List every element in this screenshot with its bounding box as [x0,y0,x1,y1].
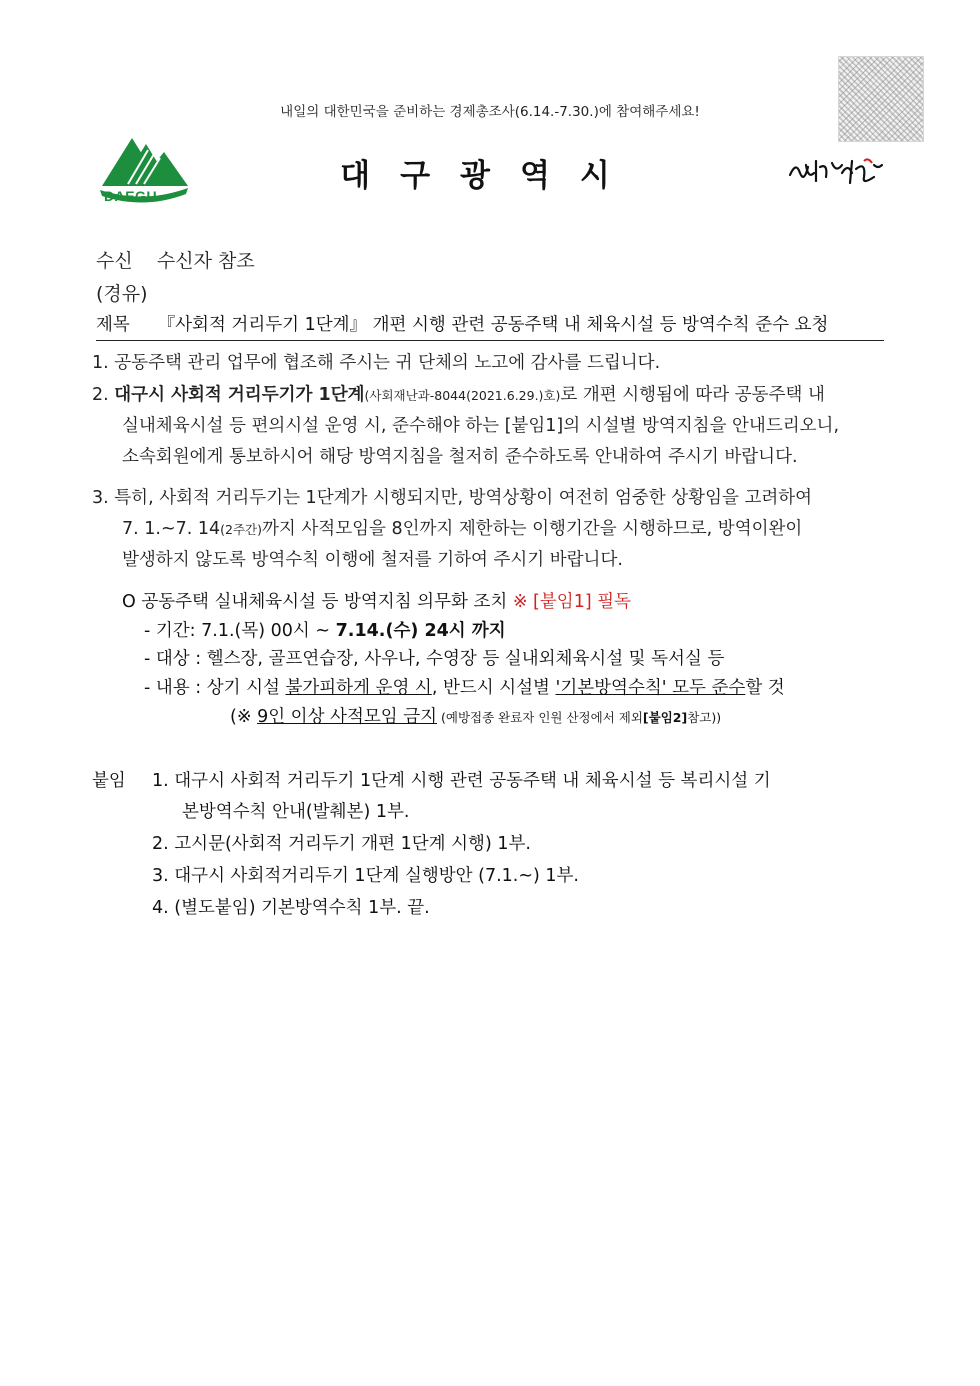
slogan-signature-icon [786,155,886,189]
measures-title-note: ※ [붙임1] 필독 [512,592,632,612]
via-row: (경유) [96,283,148,305]
paragraph-2-text: 로 개편 시행됨에 따라 공동주택 내 [560,385,825,405]
paragraph-2-line-2: 실내체육시설 등 편의시설 운영 시, 준수해야 하는 [붙임1]의 시설별 방역지침을 안내드리오니, [122,416,840,436]
content-suffix: 할 것 [745,678,785,698]
attachment-1-line-1: 1. 대구시 사회적 거리두기 1단계 시행 관련 공동주택 내 체육시설 등 복리시설 기 [152,771,771,791]
content-middle: , 반드시 시설별 [431,678,556,698]
paragraph-3-line-3: 발생하지 않도록 방역수칙 이행에 철저를 기하여 주시기 바랍니다. [122,550,623,570]
measures-period [144,617,506,642]
paragraph-3-duration: (2주간) [220,522,263,537]
attachment-4: 4. (별도붙임) 기본방역수칙 1부. 끝. [152,898,430,918]
attachment-3: 3. 대구시 사회적거리두기 1단계 실행방안 (7.1.~) 1부. [152,866,579,886]
attachment-1-line-2: 본방역수칙 안내(발췌본) 1부. [182,802,410,822]
paragraph-2-number: 2. [92,385,109,405]
period-end: 7.14.(수) 24시 까지 [335,621,506,641]
subject-value: 『사회적 거리두기 1단계』 개편 시행 관련 공동주택 내 체육시설 등 방역수칙 준수 요청 [157,315,829,335]
recipient-label: 수신 [96,250,133,272]
logo-text: DAEGU [104,188,158,204]
organization-title: 대구광역시 [340,158,640,194]
paragraph-2-reference: (사회재난과-8044(2021.6.29.)호) [364,388,561,403]
attachments-label: 붙임 [92,771,126,791]
paragraph-2-emphasis: 대구시 사회적 거리두기가 1단계 [114,385,365,405]
qr-code [838,56,924,142]
recipient-value: 수신자 참조 [156,250,255,272]
paragraph-2 [92,380,892,411]
recipient-row [96,246,255,273]
content-underline-2: '기본방역수칙' 모두 준수 [555,678,746,698]
subject-row [96,311,884,341]
paragraph-3-line-2 [122,514,802,545]
note-underline: 9인 이상 사적모임 금지 [257,707,438,727]
measures-content [144,674,785,699]
subject-label: 제목 [96,315,130,335]
measures-title [122,588,631,613]
measures-note [230,703,721,728]
note-attachment-ref: [붙임2] [642,710,688,725]
note-exception: (예방접종 완료자 인원 산정에서 제외 [437,710,643,725]
content-prefix: - 내용 : 상기 시설 [144,678,286,698]
paragraph-3-line-1: 3. 특히, 사회적 거리두기는 1단계가 시행되지만, 방역상황이 여전히 엄중한 상황임을 고려하여 [92,488,813,508]
period-label: - 기간: 7.1.(목) 00시 ~ [144,621,336,641]
measures-target: - 대상 : 헬스장, 골프연습장, 사우나, 수영장 등 실내외체육시설 및 독서실 등 [144,649,725,669]
paragraph-1: 1. 공동주택 관리 업무에 협조해 주시는 귀 단체의 노고에 감사를 드립니다. [92,353,661,373]
attachment-2: 2. 고시문(사회적 거리두기 개편 1단계 시행) 1부. [152,834,531,854]
content-underline-1: 불가피하게 운영 시 [285,678,432,698]
paragraph-2-line-3: 소속회원에게 통보하시어 해당 방역지침을 철저히 준수하도록 안내하여 주시기 바랍니다. [122,447,798,467]
note-close: 참고)) [687,710,722,725]
paragraph-3-text: 까지 사적모임을 8인까지 제한하는 이행기간을 시행하므로, 방역이완이 [262,519,803,539]
census-slogan: 내일의 대한민국을 준비하는 경제총조사(6.14.-7.30.)에 참여해주세요! [280,104,700,120]
measures-title-text: O 공동주택 실내체육시설 등 방역지침 의무화 조치 [122,592,508,612]
note-open: (※ [230,707,258,727]
paragraph-3-dates: 7. 1.~7. 14 [122,519,221,539]
